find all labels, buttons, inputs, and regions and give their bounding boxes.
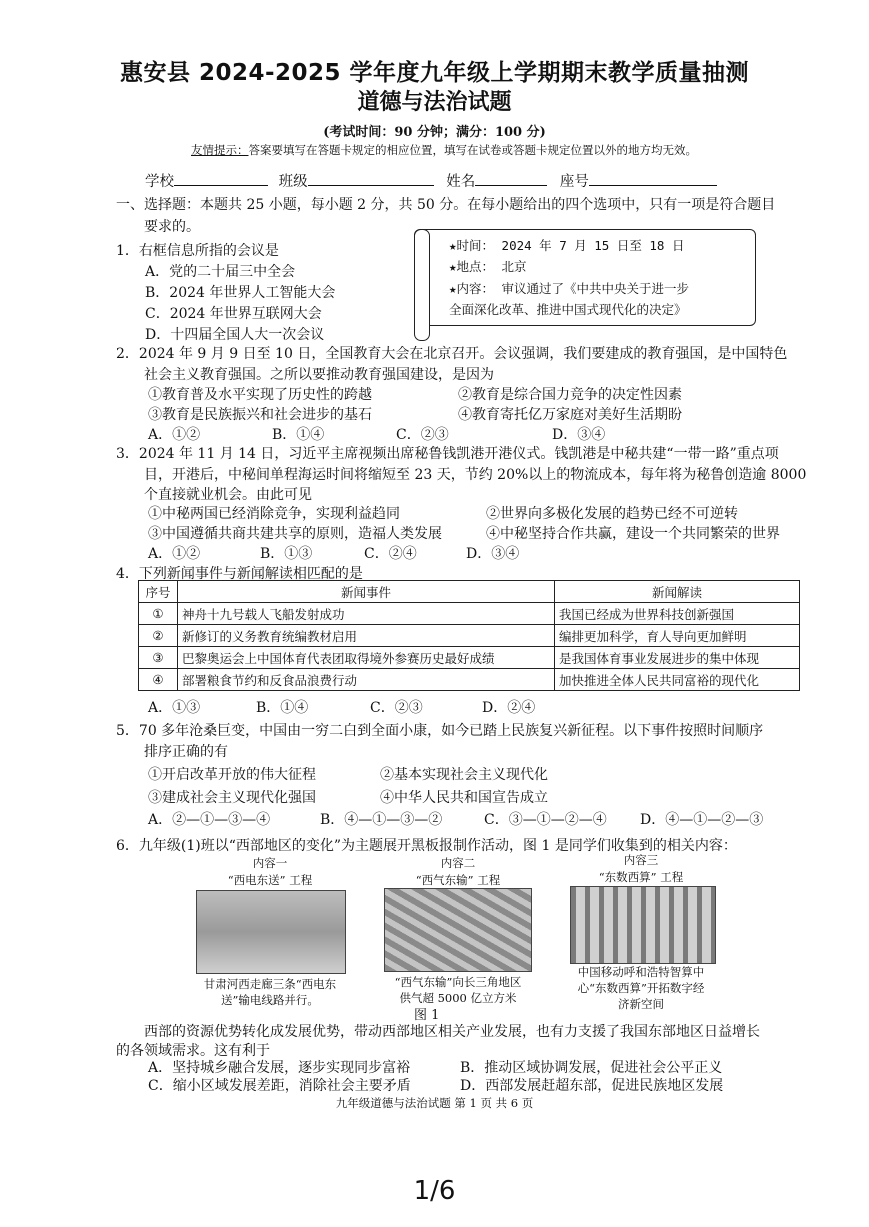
q6-option-d[interactable]: D．西部发展赶超东部，促进民族地区发展 xyxy=(460,1078,724,1094)
header-interpretation: 新闻解读 xyxy=(555,581,800,603)
q3-item-3: ③中国遵循共商共建共享的原则，造福人类发展 xyxy=(148,526,442,542)
q5-option-a[interactable]: A．②—①—③—④ xyxy=(148,812,271,828)
name-blank[interactable] xyxy=(475,171,547,186)
panel-1-caption-1: 甘肃河西走廊三条“西电东 xyxy=(203,977,337,991)
table-row xyxy=(139,625,800,647)
row-index: ③ xyxy=(139,647,178,669)
panel-1-photo xyxy=(196,890,346,974)
panel-2-subtitle: “西气东输” 工程 xyxy=(415,873,501,887)
q5-item-3: ③建成社会主义现代化强国 xyxy=(148,790,316,806)
info-content-1: ★内容： 审议通过了《中共中央关于进一步 xyxy=(449,281,690,296)
q5-option-c[interactable]: C．③—①—②—④ xyxy=(484,812,607,828)
q2-option-c[interactable]: C．②③ xyxy=(396,427,449,443)
panel-3-title: 内容三 xyxy=(623,853,659,867)
q3-option-c[interactable]: C．②④ xyxy=(364,546,417,562)
section-heading: 一、选择题：本题共 25 小题，每小题 2 分，共 50 分。在每小题给出的四个选项中，只有一项是符合题目 xyxy=(116,197,776,213)
student-info-fields xyxy=(145,170,717,191)
header-event: 新闻事件 xyxy=(178,581,555,603)
q4-option-b[interactable]: B．①④ xyxy=(256,700,309,716)
row-index: ① xyxy=(139,603,178,625)
q2-stem-1: 2．2024 年 9 月 9 日至 10 日，全国教育大会在北京召开。会议强调，我们要建成的教育强国，是中国特色 xyxy=(116,346,788,362)
panel-2-caption-2: 供气超 5000 亿立方米 xyxy=(399,991,517,1005)
tip-label: 友情提示： xyxy=(191,143,249,157)
q6-paragraph-2: 的各领域需求。这有利于 xyxy=(116,1043,270,1059)
panel-3-photo xyxy=(570,886,716,964)
field-seat: 座号 xyxy=(559,174,589,190)
q6-stem: 6．九年级(1)班以“西部地区的变化”为主题展开黑板报制作活动，图 1 是同学们收集到的相关内容： xyxy=(116,838,737,854)
q3-option-b[interactable]: B．①③ xyxy=(260,546,313,562)
q4-option-a[interactable]: A．①③ xyxy=(148,700,201,716)
q3-option-a[interactable]: A．①② xyxy=(148,546,201,562)
panel-3-caption-1: 中国移动呼和浩特智算中 xyxy=(577,965,705,979)
table-row xyxy=(139,647,800,669)
field-name: 姓名 xyxy=(446,174,476,190)
q3-stem-2: 目，开港后，中秘间单程海运时间将缩短至 23 天，节约 20%以上的物流成本，每年将为秘鲁创造逾 8000 xyxy=(144,467,807,483)
q1-option-c[interactable]: C．2024 年世界互联网大会 xyxy=(145,306,322,322)
panel-1-subtitle: “西电东送” 工程 xyxy=(227,873,313,887)
table-row xyxy=(139,603,800,625)
row-interpretation: 是我国体育事业发展进步的集中体现 xyxy=(555,647,800,669)
tip-text: 答案要填写在答题卡规定的相应位置，填写在试卷或答题卡规定位置以外的地方均无效。 xyxy=(248,143,697,157)
q2-item-1: ①教育普及水平实现了历史性的跨越 xyxy=(148,387,372,403)
info-place: ★地点： 北京 xyxy=(449,259,527,274)
row-event: 神舟十九号载人飞船发射成功 xyxy=(178,603,555,625)
news-table xyxy=(138,580,800,691)
table-header-row xyxy=(139,581,800,603)
q4-option-d[interactable]: D．②④ xyxy=(482,700,536,716)
q4-stem: 4．下列新闻事件与新闻解读相匹配的是 xyxy=(116,566,363,582)
q3-stem-1: 3．2024 年 11 月 14 日，习近平主席视频出席秘鲁钱凯港开港仪式。钱凯港是中秘共建“一带一路”重点项 xyxy=(116,446,779,462)
q2-stem-2: 社会主义教育强国。之所以要推动教育强国建设，是因为 xyxy=(144,367,494,383)
q1-option-d[interactable]: D．十四届全国人大一次会议 xyxy=(145,327,325,343)
q1-info-box xyxy=(414,229,756,326)
q5-item-2: ②基本实现社会主义现代化 xyxy=(380,767,548,783)
q6-option-c[interactable]: C．缩小区域发展差距，消除社会主要矛盾 xyxy=(148,1078,411,1094)
q3-item-1: ①中秘两国已经消除竞争，实现利益趋同 xyxy=(148,506,400,522)
friendly-tip xyxy=(191,142,697,158)
page-footer: 九年级道德与法治试题 第 1 页 共 6 页 xyxy=(335,1096,534,1110)
q3-item-4: ④中秘坚持合作共赢，建设一个共同繁荣的世界 xyxy=(486,526,780,542)
section-heading-cont: 要求的。 xyxy=(144,219,200,235)
row-event: 新修订的义务教育统编教材启用 xyxy=(178,625,555,647)
q6-option-b[interactable]: B．推动区域协调发展，促进社会公平正义 xyxy=(460,1060,723,1076)
q3-option-d[interactable]: D．③④ xyxy=(466,546,520,562)
panel-2-caption-1: “西气东输”向长三角地区 xyxy=(394,975,522,989)
panel-3-caption-3: 济新空间 xyxy=(618,997,664,1011)
page-indicator: 1/6 xyxy=(413,1176,456,1206)
row-event: 部署粮食节约和反食品浪费行动 xyxy=(178,669,555,691)
q1-option-b[interactable]: B．2024 年世界人工智能大会 xyxy=(145,285,336,301)
info-time: ★时间： 2024 年 7 月 15 日至 18 日 xyxy=(449,238,685,253)
panel-3-subtitle: “东数西算” 工程 xyxy=(598,870,684,884)
q6-paragraph-1: 西部的资源优势转化成发展优势，带动西部地区相关产业发展，也有力支援了我国东部地区日益增长 xyxy=(144,1024,760,1040)
q2-item-4: ④教育寄托亿万家庭对美好生活期盼 xyxy=(458,407,682,423)
row-event: 巴黎奥运会上中国体育代表团取得境外参赛历史最好成绩 xyxy=(178,647,555,669)
exam-title: 惠安县 2024-2025 学年度九年级上学期期末教学质量抽测 xyxy=(119,60,750,86)
class-blank[interactable] xyxy=(308,171,434,186)
row-interpretation: 我国已经成为世界科技创新强国 xyxy=(555,603,800,625)
q5-stem-2: 排序正确的有 xyxy=(144,744,228,760)
q2-item-2: ②教育是综合国力竞争的决定性因素 xyxy=(458,387,682,403)
q5-stem-1: 5．70 多年沧桑巨变，中国由一穷二白到全面小康，如今已踏上民族复兴新征程。以下事件按照时间顺序 xyxy=(116,723,764,739)
q4-option-c[interactable]: C．②③ xyxy=(370,700,423,716)
q2-option-d[interactable]: D．③④ xyxy=(552,427,606,443)
row-index: ④ xyxy=(139,669,178,691)
q3-stem-3: 个直接就业机会。由此可见 xyxy=(144,487,312,503)
q2-option-a[interactable]: A．①② xyxy=(148,427,201,443)
field-class: 班级 xyxy=(278,174,308,190)
exam-info: (考试时间：90 分钟；满分：100 分) xyxy=(323,125,546,140)
exam-subject: 道德与法治试题 xyxy=(357,90,512,115)
row-interpretation: 编排更加科学，育人导向更加鲜明 xyxy=(555,625,800,647)
field-school: 学校 xyxy=(145,174,174,190)
panel-2-photo xyxy=(384,888,532,972)
q6-option-a[interactable]: A．坚持城乡融合发展，逐步实现同步富裕 xyxy=(148,1060,411,1076)
scroll-decoration xyxy=(414,229,430,341)
table-row xyxy=(139,669,800,691)
q5-item-1: ①开启改革开放的伟大征程 xyxy=(148,767,316,783)
row-index: ② xyxy=(139,625,178,647)
school-blank[interactable] xyxy=(174,171,268,186)
q1-option-a[interactable]: A．党的二十届三中全会 xyxy=(145,264,296,280)
panel-3-caption-2: 心“东数西算”开拓数字经 xyxy=(577,981,705,995)
panel-2-title: 内容二 xyxy=(440,856,476,870)
q5-option-b[interactable]: B．④—①—③—② xyxy=(320,812,443,828)
seat-blank[interactable] xyxy=(589,171,717,186)
q2-option-b[interactable]: B．①④ xyxy=(272,427,325,443)
q1-stem: 1．右框信息所指的会议是 xyxy=(116,243,279,259)
row-interpretation: 加快推进全体人民共同富裕的现代化 xyxy=(555,669,800,691)
q5-option-d[interactable]: D．④—①—②—③ xyxy=(640,812,764,828)
q5-item-4: ④中华人民共和国宣告成立 xyxy=(380,790,548,806)
info-content-2: 全面深化改革、推进中国式现代化的决定》 xyxy=(449,302,687,317)
panel-1-caption-2: 送”输电线路并行。 xyxy=(221,993,319,1007)
q3-item-2: ②世界向多极化发展的趋势已经不可逆转 xyxy=(486,506,738,522)
header-index: 序号 xyxy=(139,581,178,603)
figure-label: 图 1 xyxy=(414,1008,440,1023)
panel-1-title: 内容一 xyxy=(252,856,288,870)
q2-item-3: ③教育是民族振兴和社会进步的基石 xyxy=(148,407,372,423)
